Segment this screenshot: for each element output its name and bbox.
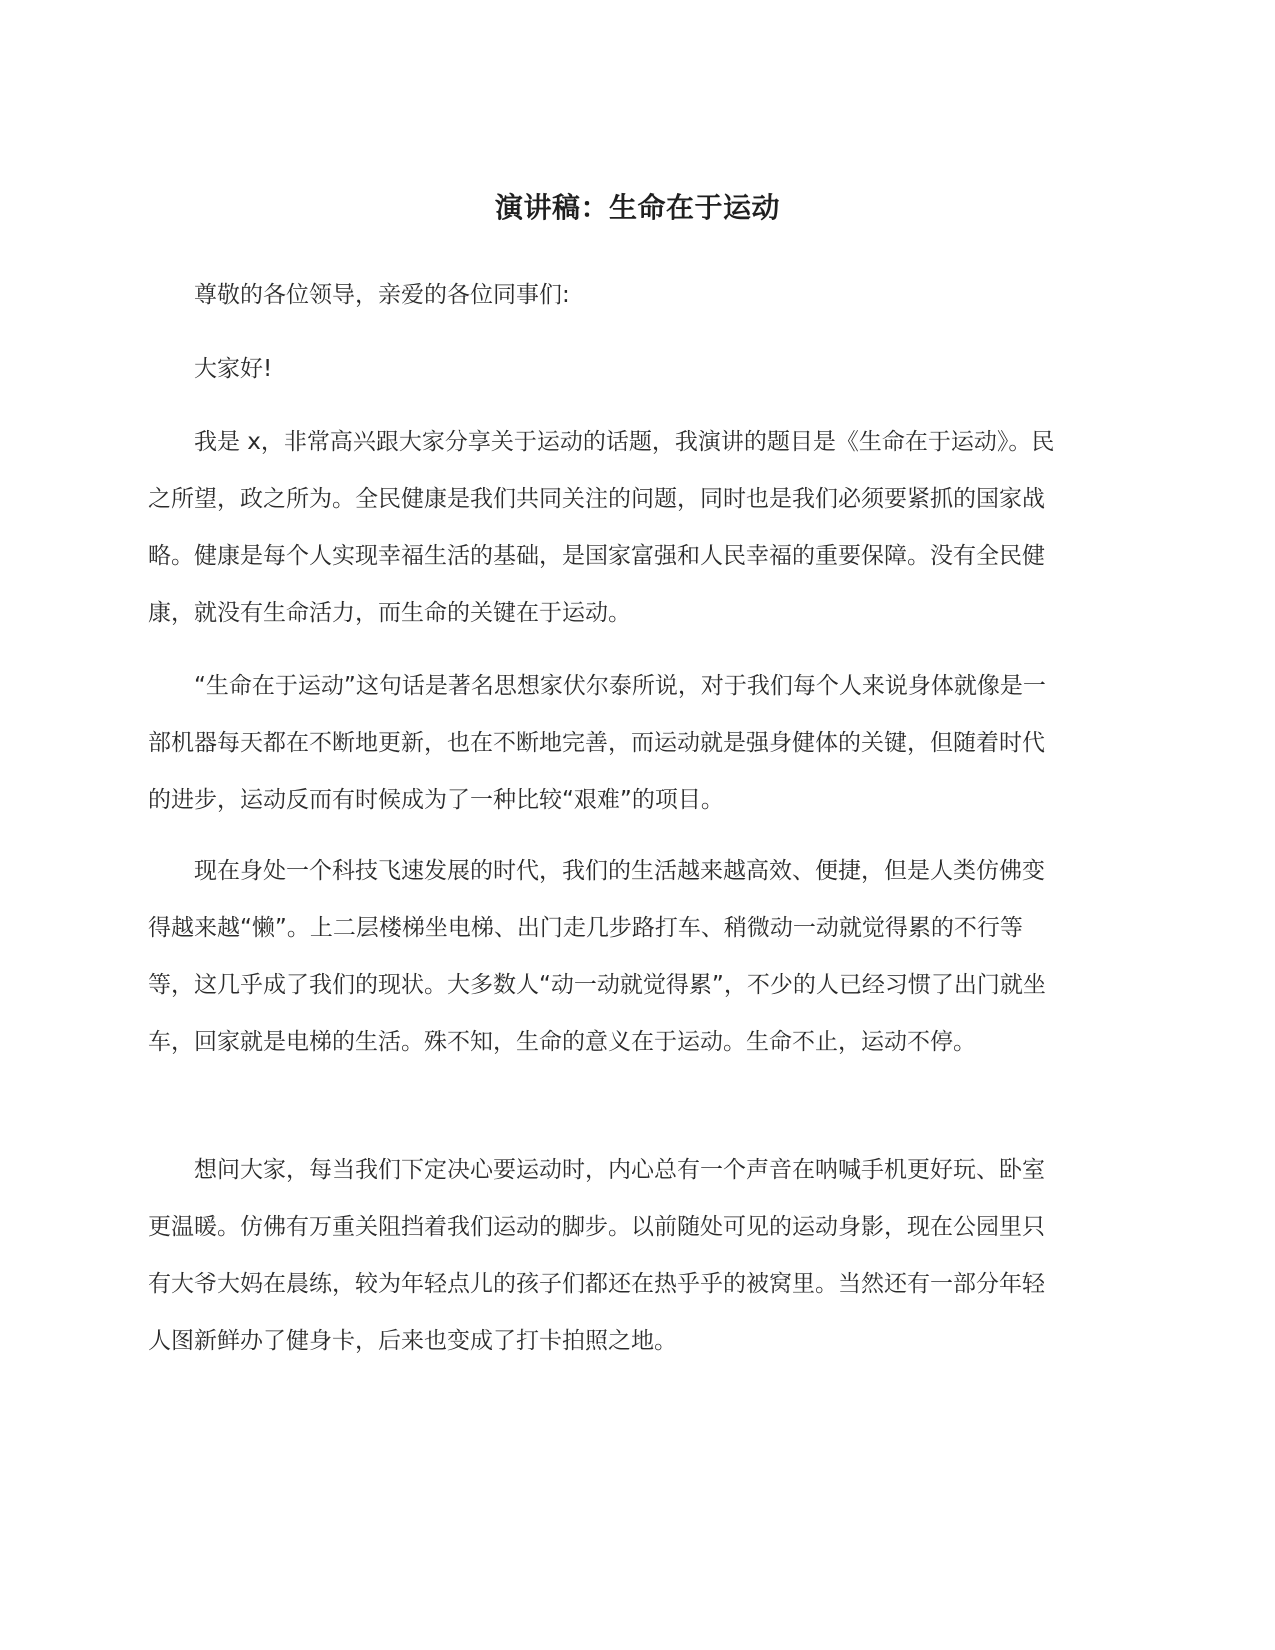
paragraph-modern-life: 现在身处一个科技飞速发展的时代，我们的生活越来越高效、便捷，但是人类仿佛变得越来越“懒”。上二层楼梯坐电梯、出门走几步路打车、稍微动一动就觉得累的不行等等，这几乎成了我们的现状。大多数人“动一动就觉得累”，不少的人已经习惯了出门就坐车，回家就是电梯的生活。殊不知，生命的意义在于运动。生命不止，运动不停。	[148, 858, 1046, 1055]
paragraph-salutation: 尊敬的各位领导，亲爱的各位同事们:	[194, 282, 570, 308]
paragraph-resolve: 想问大家，每当我们下定决心要运动时，内心总有一个声音在呐喊手机更好玩、卧室更温暖。仿佛有万重关阻挡着我们运动的脚步。以前随处可见的运动身影，现在公园里只有大爷大妈在晨练，较为年轻点儿的孩子们都还在热乎乎的被窝里。当然还有一部分年轻人图新鲜办了健身卡，后来也变成了打卡拍照之地。	[148, 1157, 1045, 1354]
document-title: 演讲稿：生命在于运动	[494, 191, 780, 224]
paragraph-greeting: 大家好!	[194, 356, 273, 382]
paragraph-quote: “生命在于运动”这句话是著名思想家伏尔泰所说，对于我们每个人来说身体就像是一部机器每天都在不断地更新，也在不断地完善，而运动就是强身健体的关键，但随着时代的进步，运动反而有时候成为了一种比较“艰难”的项目。	[148, 673, 1046, 813]
paragraph-intro: 我是 x，非常高兴跟大家分享关于运动的话题，我演讲的题目是《生命在于运动》。民之所望，政之所为。全民健康是我们共同关注的问题，同时也是我们必须要紧抓的国家战略。健康是每个人实现幸福生活的基础，是国家富强和人民幸福的重要保障。没有全民健康，就没有生命活力，而生命的关键在于运动。	[148, 429, 1055, 626]
